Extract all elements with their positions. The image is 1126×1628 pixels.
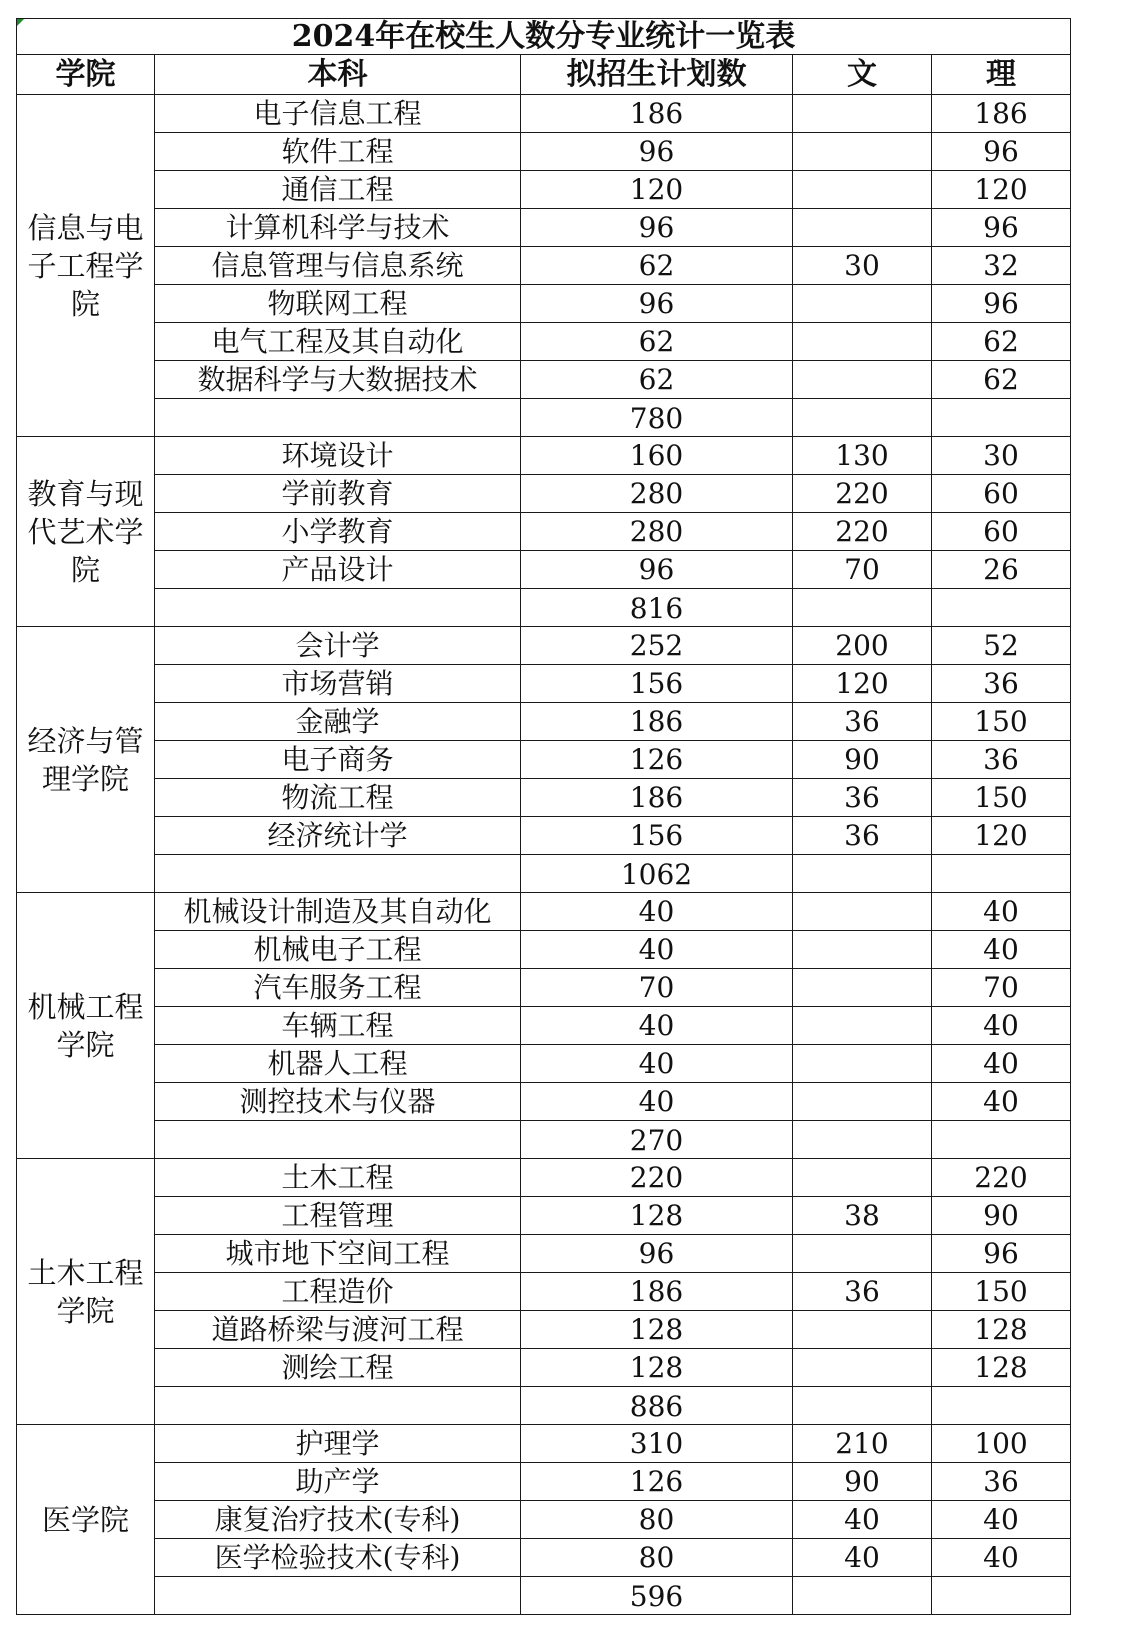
- arts-count-cell[interactable]: [793, 1311, 932, 1349]
- planned-count-cell[interactable]: 80: [521, 1501, 793, 1539]
- planned-count-cell[interactable]: 62: [521, 361, 793, 399]
- college-total-row: [17, 589, 1071, 627]
- planned-count-cell[interactable]: 186: [521, 95, 793, 133]
- major-name-cell[interactable]: 工程管理: [155, 1197, 521, 1235]
- table-row: [17, 627, 1071, 665]
- major-name-cell[interactable]: 汽车服务工程: [155, 969, 521, 1007]
- major-name-cell[interactable]: 金融学: [155, 703, 521, 741]
- major-name-cell[interactable]: 康复治疗技术(专科): [155, 1501, 521, 1539]
- total-blank-cell[interactable]: [155, 589, 521, 627]
- major-name-cell[interactable]: 土木工程: [155, 1159, 521, 1197]
- science-count-cell[interactable]: 40: [932, 1501, 1071, 1539]
- arts-count-cell[interactable]: 90: [793, 741, 932, 779]
- planned-count-cell[interactable]: 96: [521, 551, 793, 589]
- college-total-cell[interactable]: 596: [521, 1577, 793, 1615]
- arts-count-cell[interactable]: 70: [793, 551, 932, 589]
- table-row: [17, 1501, 1071, 1539]
- college-total-row: [17, 1577, 1071, 1615]
- table-row: [17, 1159, 1071, 1197]
- table-row: [17, 133, 1071, 171]
- table-row: [17, 323, 1071, 361]
- total-science-blank-cell[interactable]: [932, 589, 1071, 627]
- major-name-cell[interactable]: 护理学: [155, 1425, 521, 1463]
- major-name-cell[interactable]: 市场营销: [155, 665, 521, 703]
- table-row: [17, 969, 1071, 1007]
- science-count-cell[interactable]: 128: [932, 1311, 1071, 1349]
- arts-count-cell[interactable]: [793, 323, 932, 361]
- science-count-cell[interactable]: 60: [932, 475, 1071, 513]
- arts-count-cell[interactable]: [793, 361, 932, 399]
- table-row: [17, 475, 1071, 513]
- arts-count-cell[interactable]: 36: [793, 1273, 932, 1311]
- table-row: [17, 513, 1071, 551]
- science-count-cell[interactable]: 120: [932, 171, 1071, 209]
- science-count-cell[interactable]: 96: [932, 133, 1071, 171]
- planned-count-cell[interactable]: 280: [521, 475, 793, 513]
- science-count-cell[interactable]: 60: [932, 513, 1071, 551]
- total-arts-blank-cell[interactable]: [793, 855, 932, 893]
- major-name-cell[interactable]: 机器人工程: [155, 1045, 521, 1083]
- college-total-row: [17, 1387, 1071, 1425]
- arts-count-cell[interactable]: 38: [793, 1197, 932, 1235]
- science-count-cell[interactable]: 52: [932, 627, 1071, 665]
- planned-count-cell[interactable]: 186: [521, 1273, 793, 1311]
- table-row: [17, 361, 1071, 399]
- science-count-cell[interactable]: 62: [932, 361, 1071, 399]
- science-count-cell[interactable]: 96: [932, 209, 1071, 247]
- title-row: [17, 19, 1071, 55]
- planned-count-cell[interactable]: 126: [521, 741, 793, 779]
- college-name-cell[interactable]: 医学院: [17, 1425, 155, 1615]
- total-blank-cell[interactable]: [155, 855, 521, 893]
- header-college[interactable]: 学院: [17, 55, 155, 95]
- table-row: [17, 1349, 1071, 1387]
- science-count-cell[interactable]: 150: [932, 703, 1071, 741]
- science-count-cell[interactable]: 120: [932, 817, 1071, 855]
- science-count-cell[interactable]: 128: [932, 1349, 1071, 1387]
- cell-comment-marker-icon: [17, 19, 24, 26]
- arts-count-cell[interactable]: 30: [793, 247, 932, 285]
- total-arts-blank-cell[interactable]: [793, 589, 932, 627]
- planned-count-cell[interactable]: 128: [521, 1197, 793, 1235]
- science-count-cell[interactable]: 40: [932, 931, 1071, 969]
- table-row: [17, 741, 1071, 779]
- arts-count-cell[interactable]: 36: [793, 703, 932, 741]
- college-total-cell[interactable]: 1062: [521, 855, 793, 893]
- science-count-cell[interactable]: 30: [932, 437, 1071, 475]
- arts-count-cell[interactable]: 90: [793, 1463, 932, 1501]
- planned-count-cell[interactable]: 40: [521, 1083, 793, 1121]
- planned-count-cell[interactable]: 128: [521, 1349, 793, 1387]
- college-total-cell[interactable]: 816: [521, 589, 793, 627]
- science-count-cell[interactable]: 62: [932, 323, 1071, 361]
- major-name-cell[interactable]: 通信工程: [155, 171, 521, 209]
- science-count-cell[interactable]: 26: [932, 551, 1071, 589]
- planned-count-cell[interactable]: 220: [521, 1159, 793, 1197]
- major-name-cell[interactable]: 产品设计: [155, 551, 521, 589]
- table-row: [17, 551, 1071, 589]
- major-name-cell[interactable]: 经济统计学: [155, 817, 521, 855]
- table-row: [17, 285, 1071, 323]
- arts-count-cell[interactable]: [793, 171, 932, 209]
- science-count-cell[interactable]: 40: [932, 1007, 1071, 1045]
- header-science[interactable]: 理: [932, 55, 1071, 95]
- arts-count-cell[interactable]: [793, 1045, 932, 1083]
- table-title[interactable]: [17, 19, 1071, 55]
- science-count-cell[interactable]: 96: [932, 285, 1071, 323]
- arts-count-cell[interactable]: [793, 1159, 932, 1197]
- major-name-cell[interactable]: 电子信息工程: [155, 95, 521, 133]
- table-row: [17, 1197, 1071, 1235]
- major-name-cell[interactable]: 测绘工程: [155, 1349, 521, 1387]
- planned-count-cell[interactable]: 40: [521, 931, 793, 969]
- planned-count-cell[interactable]: 80: [521, 1539, 793, 1577]
- major-name-cell[interactable]: 信息管理与信息系统: [155, 247, 521, 285]
- arts-count-cell[interactable]: [793, 1083, 932, 1121]
- enrollment-table: [16, 18, 1071, 1615]
- major-name-cell[interactable]: 车辆工程: [155, 1007, 521, 1045]
- planned-count-cell[interactable]: 280: [521, 513, 793, 551]
- table-row: [17, 893, 1071, 931]
- table-row: [17, 1463, 1071, 1501]
- arts-count-cell[interactable]: [793, 209, 932, 247]
- science-count-cell[interactable]: 40: [932, 893, 1071, 931]
- arts-count-cell[interactable]: 200: [793, 627, 932, 665]
- table-row: [17, 665, 1071, 703]
- planned-count-cell[interactable]: 186: [521, 703, 793, 741]
- major-name-cell[interactable]: 机械设计制造及其自动化: [155, 893, 521, 931]
- planned-count-cell[interactable]: 252: [521, 627, 793, 665]
- total-science-blank-cell[interactable]: [932, 1121, 1071, 1159]
- planned-count-cell[interactable]: 96: [521, 209, 793, 247]
- planned-count-cell[interactable]: 40: [521, 893, 793, 931]
- science-count-cell[interactable]: 90: [932, 1197, 1071, 1235]
- planned-count-cell[interactable]: 62: [521, 323, 793, 361]
- table-row: [17, 1311, 1071, 1349]
- table-body: [17, 19, 1071, 1615]
- planned-count-cell[interactable]: 160: [521, 437, 793, 475]
- table-row: [17, 1083, 1071, 1121]
- major-name-cell[interactable]: 机械电子工程: [155, 931, 521, 969]
- planned-count-cell[interactable]: 120: [521, 171, 793, 209]
- planned-count-cell[interactable]: 128: [521, 1311, 793, 1349]
- table-row: [17, 95, 1071, 133]
- major-name-cell[interactable]: 环境设计: [155, 437, 521, 475]
- table-row: [17, 437, 1071, 475]
- college-name-cell[interactable]: 信息与电子工程学院: [17, 95, 155, 437]
- arts-count-cell[interactable]: [793, 931, 932, 969]
- planned-count-cell[interactable]: 70: [521, 969, 793, 1007]
- total-arts-blank-cell[interactable]: [793, 1387, 932, 1425]
- major-name-cell[interactable]: 物联网工程: [155, 285, 521, 323]
- planned-count-cell[interactable]: 310: [521, 1425, 793, 1463]
- table-row: [17, 779, 1071, 817]
- total-science-blank-cell[interactable]: [932, 855, 1071, 893]
- college-total-cell[interactable]: 780: [521, 399, 793, 437]
- science-count-cell[interactable]: 36: [932, 741, 1071, 779]
- arts-count-cell[interactable]: 36: [793, 779, 932, 817]
- science-count-cell[interactable]: 70: [932, 969, 1071, 1007]
- major-name-cell[interactable]: 软件工程: [155, 133, 521, 171]
- total-science-blank-cell[interactable]: [932, 1387, 1071, 1425]
- planned-count-cell[interactable]: 96: [521, 133, 793, 171]
- table-row: [17, 171, 1071, 209]
- planned-count-cell[interactable]: 62: [521, 247, 793, 285]
- planned-count-cell[interactable]: 96: [521, 1235, 793, 1273]
- major-name-cell[interactable]: 医学检验技术(专科): [155, 1539, 521, 1577]
- header-row: [17, 55, 1071, 95]
- table-row: [17, 931, 1071, 969]
- college-total-cell[interactable]: 886: [521, 1387, 793, 1425]
- college-name-cell[interactable]: 土木工程学院: [17, 1159, 155, 1425]
- college-total-row: [17, 1121, 1071, 1159]
- major-name-cell[interactable]: 小学教育: [155, 513, 521, 551]
- science-count-cell[interactable]: 40: [932, 1083, 1071, 1121]
- arts-count-cell[interactable]: [793, 95, 932, 133]
- total-science-blank-cell[interactable]: [932, 1577, 1071, 1615]
- science-count-cell[interactable]: 220: [932, 1159, 1071, 1197]
- arts-count-cell[interactable]: [793, 1349, 932, 1387]
- total-blank-cell[interactable]: [155, 1121, 521, 1159]
- major-name-cell[interactable]: 助产学: [155, 1463, 521, 1501]
- science-count-cell[interactable]: 40: [932, 1045, 1071, 1083]
- arts-count-cell[interactable]: 40: [793, 1539, 932, 1577]
- major-name-cell[interactable]: 会计学: [155, 627, 521, 665]
- arts-count-cell[interactable]: 36: [793, 817, 932, 855]
- major-name-cell[interactable]: 数据科学与大数据技术: [155, 361, 521, 399]
- planned-count-cell[interactable]: 96: [521, 285, 793, 323]
- header-major[interactable]: 本科: [155, 55, 521, 95]
- arts-count-cell[interactable]: [793, 285, 932, 323]
- table-row: [17, 817, 1071, 855]
- arts-count-cell[interactable]: 220: [793, 513, 932, 551]
- science-count-cell[interactable]: 96: [932, 1235, 1071, 1273]
- arts-count-cell[interactable]: [793, 1007, 932, 1045]
- major-name-cell[interactable]: 学前教育: [155, 475, 521, 513]
- science-count-cell[interactable]: 150: [932, 779, 1071, 817]
- arts-count-cell[interactable]: 40: [793, 1501, 932, 1539]
- planned-count-cell[interactable]: 156: [521, 665, 793, 703]
- table-row: [17, 1045, 1071, 1083]
- college-total-cell[interactable]: 270: [521, 1121, 793, 1159]
- major-name-cell[interactable]: 电子商务: [155, 741, 521, 779]
- header-planned[interactable]: 拟招生计划数: [521, 55, 793, 95]
- arts-count-cell[interactable]: 120: [793, 665, 932, 703]
- table-row: [17, 1235, 1071, 1273]
- college-name-cell[interactable]: 机械工程学院: [17, 893, 155, 1159]
- major-name-cell[interactable]: 电气工程及其自动化: [155, 323, 521, 361]
- total-arts-blank-cell[interactable]: [793, 1121, 932, 1159]
- arts-count-cell[interactable]: [793, 893, 932, 931]
- major-name-cell[interactable]: 工程造价: [155, 1273, 521, 1311]
- planned-count-cell[interactable]: 126: [521, 1463, 793, 1501]
- major-name-cell[interactable]: 计算机科学与技术: [155, 209, 521, 247]
- major-name-cell[interactable]: 道路桥梁与渡河工程: [155, 1311, 521, 1349]
- table-row: [17, 1007, 1071, 1045]
- science-count-cell[interactable]: 36: [932, 1463, 1071, 1501]
- arts-count-cell[interactable]: [793, 133, 932, 171]
- college-name-cell[interactable]: 经济与管理学院: [17, 627, 155, 893]
- planned-count-cell[interactable]: 156: [521, 817, 793, 855]
- table-row: [17, 1425, 1071, 1463]
- arts-count-cell[interactable]: 210: [793, 1425, 932, 1463]
- arts-count-cell[interactable]: [793, 969, 932, 1007]
- table-row: [17, 209, 1071, 247]
- total-blank-cell[interactable]: [155, 1387, 521, 1425]
- arts-count-cell[interactable]: 220: [793, 475, 932, 513]
- total-arts-blank-cell[interactable]: [793, 399, 932, 437]
- planned-count-cell[interactable]: 186: [521, 779, 793, 817]
- table-row: [17, 1273, 1071, 1311]
- science-count-cell[interactable]: 36: [932, 665, 1071, 703]
- science-count-cell[interactable]: 32: [932, 247, 1071, 285]
- science-count-cell[interactable]: 40: [932, 1539, 1071, 1577]
- planned-count-cell[interactable]: 40: [521, 1007, 793, 1045]
- science-count-cell[interactable]: 186: [932, 95, 1071, 133]
- total-science-blank-cell[interactable]: [932, 399, 1071, 437]
- science-count-cell[interactable]: 100: [932, 1425, 1071, 1463]
- total-arts-blank-cell[interactable]: [793, 1577, 932, 1615]
- science-count-cell[interactable]: 150: [932, 1273, 1071, 1311]
- major-name-cell[interactable]: 城市地下空间工程: [155, 1235, 521, 1273]
- table-row: [17, 703, 1071, 741]
- arts-count-cell[interactable]: [793, 1235, 932, 1273]
- total-blank-cell[interactable]: [155, 1577, 521, 1615]
- major-name-cell[interactable]: 测控技术与仪器: [155, 1083, 521, 1121]
- table-row: [17, 1539, 1071, 1577]
- table-row: [17, 247, 1071, 285]
- college-total-row: [17, 399, 1071, 437]
- major-name-cell[interactable]: 物流工程: [155, 779, 521, 817]
- header-arts[interactable]: 文: [793, 55, 932, 95]
- arts-count-cell[interactable]: 130: [793, 437, 932, 475]
- planned-count-cell[interactable]: 40: [521, 1045, 793, 1083]
- table-title-text: 2024年在校生人数分专业统计一览表: [291, 18, 796, 54]
- total-blank-cell[interactable]: [155, 399, 521, 437]
- college-name-cell[interactable]: 教育与现代艺术学院: [17, 437, 155, 627]
- college-total-row: [17, 855, 1071, 893]
